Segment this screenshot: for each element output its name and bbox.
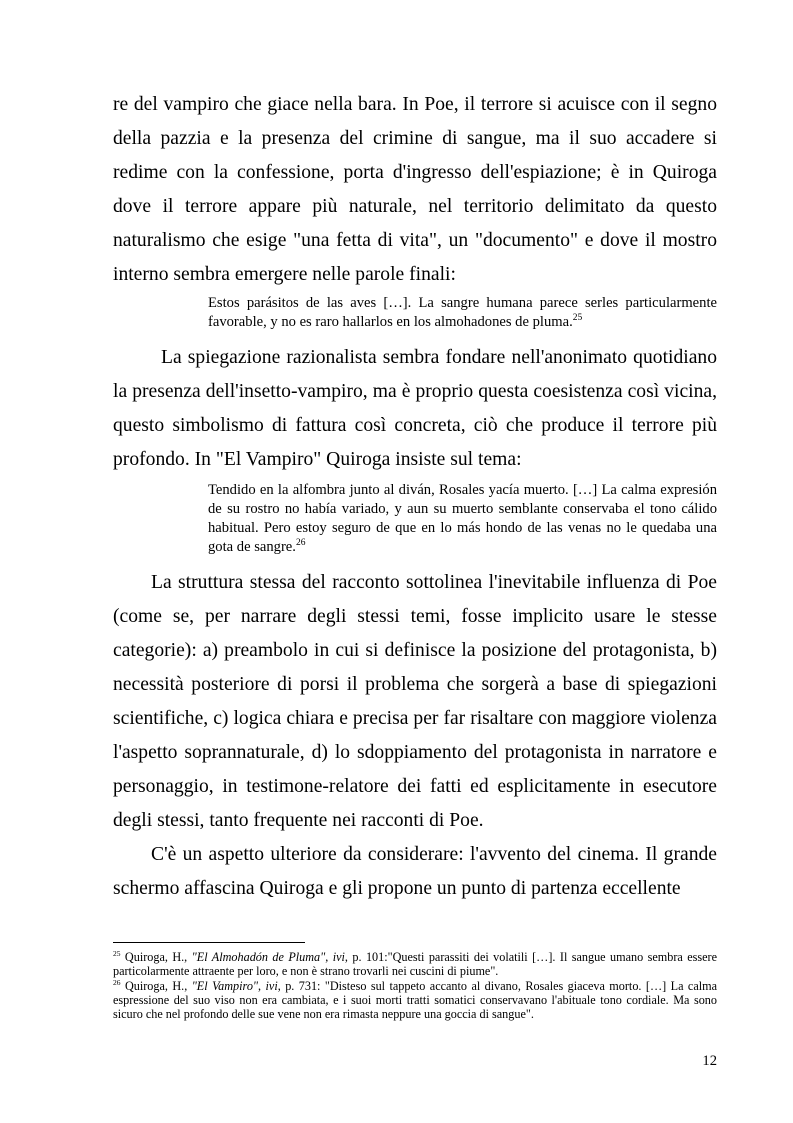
paragraph-2: La spiegazione razionalista sembra fondare nell'anonimato quotidiano la presenza dell'insetto-vampiro, ma è proprio questa coesistenza così vicina, questo simbolismo di fattura così concreta, ciò che produce il terrore più profondo. In "El Vampiro" Quiroga insiste sul tema: — [113, 347, 717, 470]
footnote-separator-text: , — [258, 978, 266, 993]
footnote-separator-text: , — [325, 950, 333, 964]
paragraph-4: C'è un aspetto ulteriore da considerare: l'avvento del cinema. Il grande schermo affascina Quiroga e gli propone un punto di partenza eccellente — [113, 844, 717, 899]
block-quote-2-text: Tendido en la alfombra junto al diván, Rosales yacía muerto. […] La calma expresión de su rostro no había variado, y aun su muerto semblante conservaba el tono cálido habitual. Pero estoy seguro de que en lo más hondo de las venas no le quedaba una gota de sangre. — [208, 482, 717, 555]
footnote-author: Quiroga, H., — [124, 978, 192, 993]
footnote-ivi: ivi — [332, 950, 345, 964]
footnotes — [113, 942, 717, 1021]
page-body — [113, 88, 717, 906]
footnote-number: 25 — [113, 948, 121, 958]
footnote-25 — [113, 950, 717, 979]
footnote-author: Quiroga, H., — [124, 950, 192, 964]
block-quote-2 — [208, 481, 717, 557]
footnote-ref-26[interactable]: 26 — [295, 538, 306, 549]
footnote-number: 26 — [113, 977, 121, 987]
footnote-ref-25[interactable]: 25 — [572, 313, 583, 324]
footnote-text: , p. 731: "Disteso sul tappeto accanto al divano, Rosales giaceva morto. […] La calma espressione del suo viso non era cambiata, e i suoi morti tratti somatici conservavano l'abituale tono cordiale. Ma sono sicuro che nel profondo delle sue vene non era rimasta neppure una goccia di sangue". — [113, 978, 718, 1022]
page-number: 12 — [702, 1053, 717, 1069]
footnote-title: "El Vampiro" — [191, 978, 259, 993]
block-quote-1-text: Estos parásitos de las aves […]. La sangre humana parece serles particularmente favorable, y no es raro hallarlos en los almohadones de pluma. — [208, 295, 717, 330]
footnote-text: , p. 101:"Questi parassiti dei volatili […]. Il sangue umano sembra essere particolarmente attraente per loro, e non è strano trovarli nei cuscini di piume". — [113, 950, 717, 979]
footnote-ivi: ivi — [265, 978, 278, 993]
paragraph-3: La struttura stessa del racconto sottolinea l'inevitabile influenza di Poe (come se, per narrare degli stessi temi, fosse implicito usare le stesse categorie): a) preambolo in cui si definisce la posizione del protagonista, b) necessità posteriore di porsi il problema che sorgerà a base di spiegazioni scientifiche, c) logica chiara e precisa per far risaltare con maggiore violenza l'aspetto soprannaturale, d) lo sdoppiamento del protagonista in narratore e personaggio, in testimone-relatore dei fatti ed esplicitamente in esecutore degli stessi, tanto frequente nei racconti di Poe. — [113, 572, 717, 831]
paragraph-1: re del vampiro che giace nella bara. In Poe, il terrore si acuisce con il segno della pazzia e la presenza del crimine di sangue, ma il suo accadere si redime con la confessione, porta d'ingresso dell'espiazione; è in Quiroga dove il terrore appare più naturale, nel territorio delimitato da questo naturalismo che esige "una fetta di vita", un "documento" e dove il mostro interno sembra emergere nelle parole finali: — [113, 94, 717, 285]
block-quote-1 — [208, 294, 717, 332]
footnote-separator — [113, 942, 305, 943]
footnote-title: "El Almohadón de Pluma" — [191, 950, 326, 964]
footnote-26 — [113, 979, 717, 1022]
